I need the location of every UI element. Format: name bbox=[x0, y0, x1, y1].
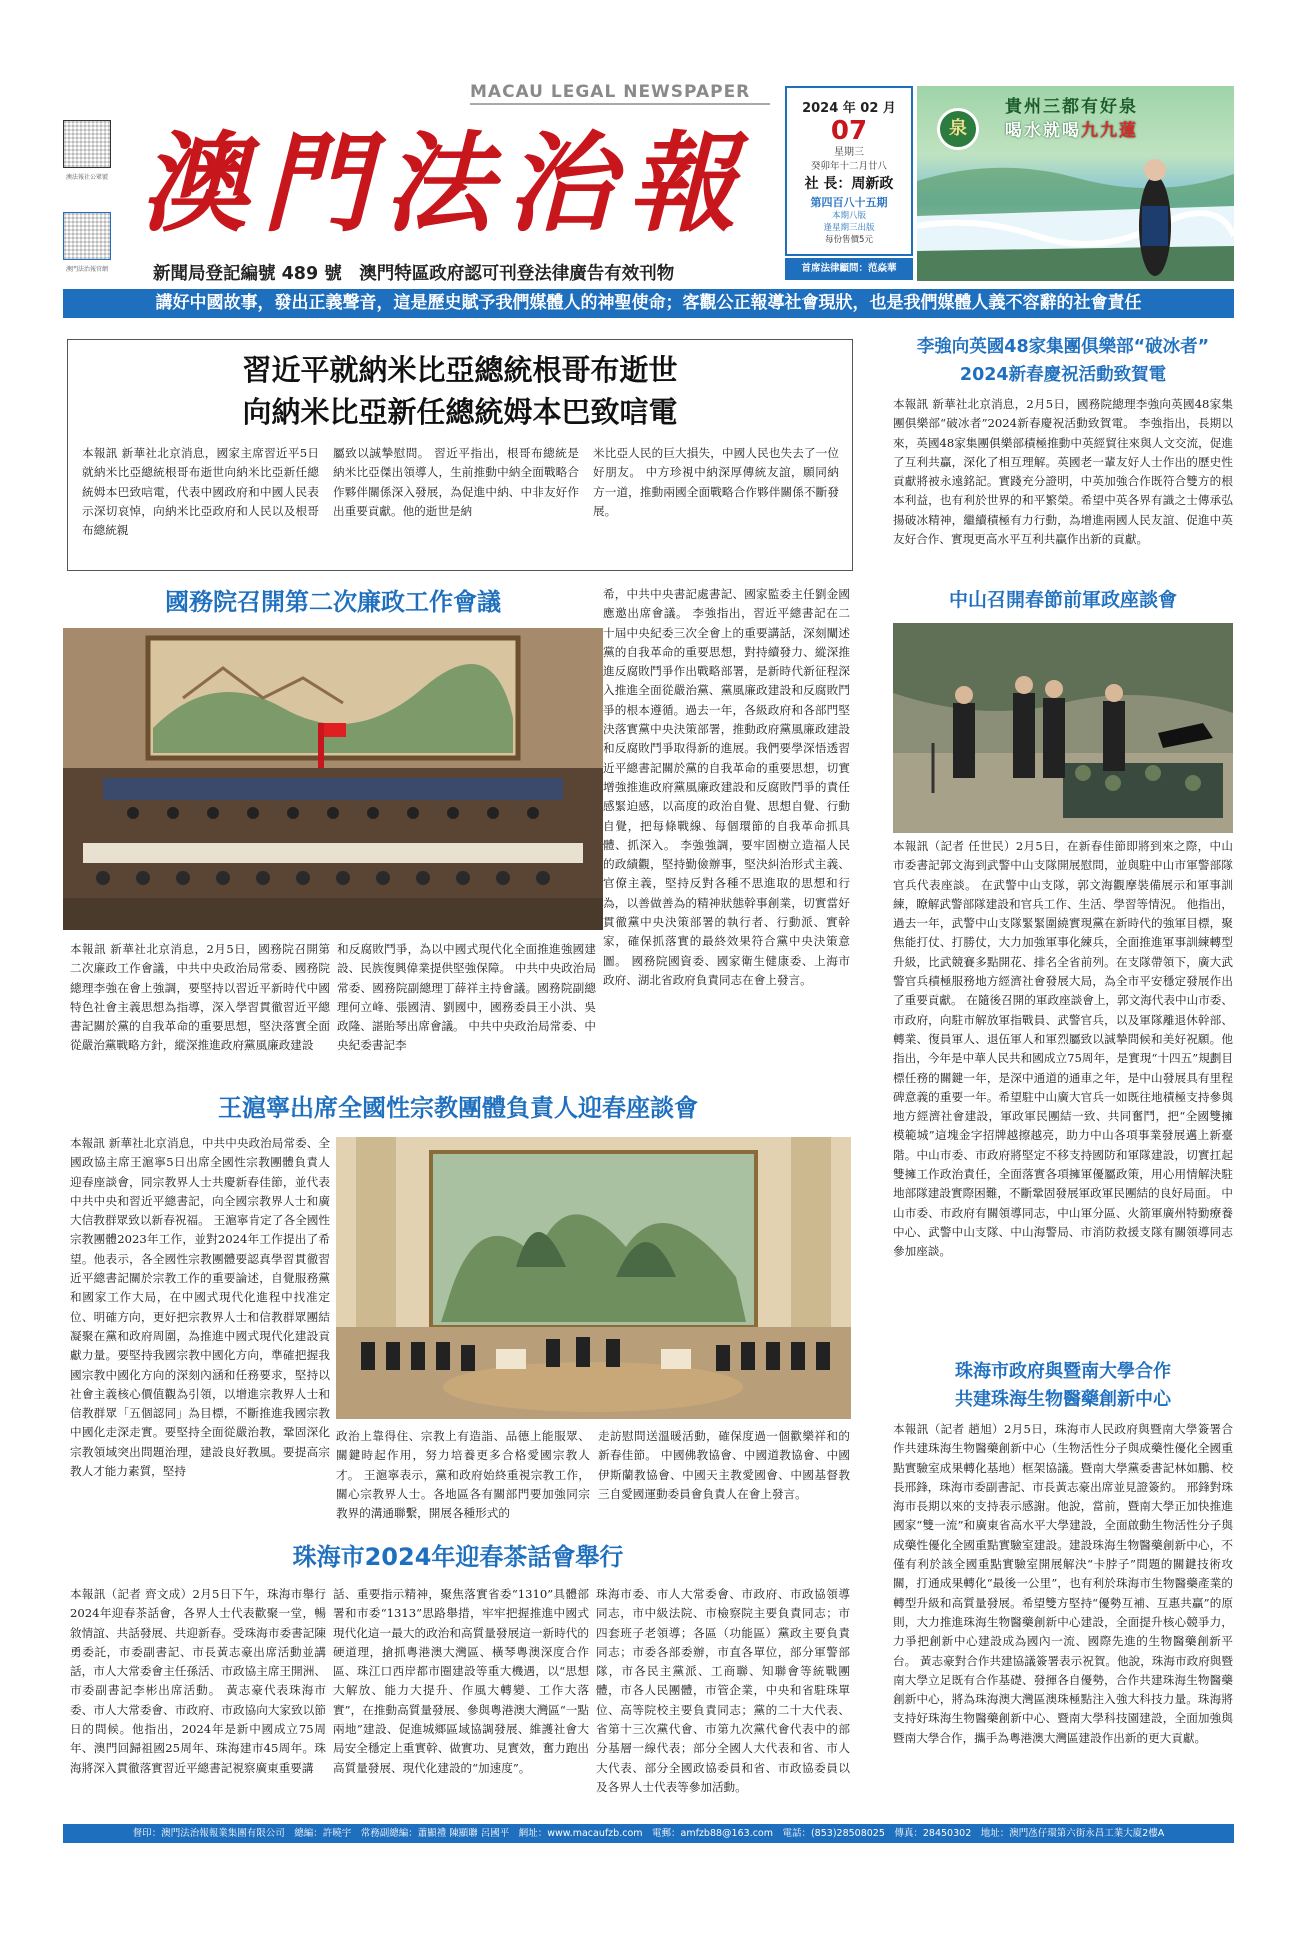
story4-col1: 本報訊（記者 齊文成）2月5日下午，珠海市舉行2024年迎春茶話會，各界人士代表歡聚一堂，暢敘情誼、共話發展、共迎新春。受珠海市委書記陳勇委託，市委副書記、市長黃志豪出席活動並講話，市人大常委會主任孫活、市政協主席王開洲、市委副書記李彬出席活動。 黃志豪代表珠海市委、市人大常委會、市政府、市政協向大家致以節日的問候。他指出，2024年是新中國成立75周年、澳門回歸祖國25周年、珠海建市45周年。珠海將深入貫徹落實習近平總書記視察廣東重要講 bbox=[70, 1587, 326, 1775]
story6-body: 本報訊（記者 任世民）2月5日，在新春佳節即將到來之際，中山市委書記郭文海到武警中山支隊開展慰問，並與駐中山市軍警部隊官兵代表座談。 在武警中山支隊，郭文海觀摩裝備展示和軍事訓練，瞭解武警部隊建設和官兵工作、生活、學習等情況。 他指出，過去一年，武警中山支隊緊緊圍繞實現黨在新時代的強軍目標，聚焦能打仗、打勝仗，大力加強軍事化練兵，全面推進軍事訓練轉型升級，比武競賽多點開花、排名全省前列。在支隊帶領下，廣大武警官兵積極服務地方經濟社會發展大局，為全市平安穩定發展作出了重要貢獻。 在隨後召開的軍政座談會上，郭文海代表中山市委、市政府，向駐市解放軍指戰員、武警官兵，以及軍隊離退休幹部、轉業、復員軍人、退伍軍人和軍烈屬致以誠摯問候和美好祝願。他指出，今年是中華人民共和國成立75周年，是實現“十四五”規劃目標任務的關鍵一年，是深中通道的通車之年，是中山發展具有里程碑意義的重要一年。希望駐中山廣大官兵一如既往地積極支持參與地方經濟社會建設，軍政軍民團結一致、共同奮鬥，把“全國雙擁模範城”這塊金字招牌越擦越亮，助力中山各項事業發展邁上新臺階。中山市委、市政府將堅定不移支持國防和軍隊建設，切實扛起雙擁工作政治責任，全面落實各項擁軍優屬政策，用心用情解決駐地部隊建設實際困難，不斷鞏固發展軍政軍民團結的良好局面。 中山市委、市政府有關領導同志，中山軍分區、火箭軍廣州特勤療養中心、武警中山支隊、中山海警局、市消防救援支隊有關領導同志參加座談。 bbox=[893, 839, 1233, 1259]
ad-line1: 貴州三都有好泉 bbox=[1005, 97, 1138, 117]
top-story-col2: 屬致以誠摯慰問。 習近平指出，根哥布總統是納米比亞傑出領導人，生前推動中納全面戰略合作夥伴關係深入發展，為促進中納、中非友好作出重要貢獻。他的逝世是納 bbox=[333, 446, 579, 518]
date-weekday: 星期三 bbox=[834, 147, 864, 158]
story3-title: 王滬寧出席全國性宗教團體負責人迎春座談會 bbox=[218, 1094, 698, 1122]
story2-col1: 本報訊 新華社北京消息，2月5日，國務院召開第二次廉政工作會議，中共中央政治局常委、國務院總理李強在會上強調，要堅持以習近平新時代中國特色社會主義思想為指導，深入學習貫徹習近平總書記關於黨的自我革命的重要思想，堅決落實全面從嚴治黨戰略方針，縱深推進政府黨風廉政建設 bbox=[70, 942, 330, 1053]
story3-right-col: 走訪慰問送溫暖活動，確保度過一個歡樂祥和的新春佳節。 中國佛教協會、中國道教協會、中國伊斯蘭教協會、中國天主教愛國會、中國基督教三自愛國運動委員會負責人在會上發言。 bbox=[598, 1429, 850, 1501]
date-box bbox=[785, 86, 913, 256]
qr-caption-wechat: 澳法報社公眾號 bbox=[65, 174, 108, 181]
story4-col2: 話、重要指示精神，聚焦落實省委“1310”具體部署和市委“1313”思路舉措，牢牢把握推進中國式現代化這一最大的政治和高質量發展這一新時代的硬道理，搶抓粵港澳大灣區、橫琴粵澳深度合作區、珠江口西岸都市圈建設等重大機遇，以“思想大解放、能力大提升、作風大轉變、工作大落實”，在推動高質量發展、參與粵港澳大灣區“一點兩地”建設、促進城鄉區域協調發展、維護社會大局安全穩定上重實幹、做實功、見實效，奮力跑出高質量發展、現代化建設的“加速度”。 bbox=[333, 1587, 589, 1775]
top-story-title-line1: 習近平就納米比亞總統根哥布逝世 bbox=[242, 353, 678, 387]
english-underline bbox=[470, 103, 770, 105]
story7-title-line1: 珠海市政府與暨南大學合作 bbox=[955, 1361, 1171, 1382]
story4-col3: 珠海市委、市人大常委會、市政府、市政協領導同志，市中級法院、市檢察院主要負責同志；市四套班子老領導；各區（功能區）黨政主要負責同志；市委各部委辦，市直各單位，部分軍警部隊，市各民主黨派、工商聯、知聯會等統戰團體，市各人民團體，市管企業，中央和省駐珠單位、高等院校主要負責同志；黨的二十大代表、省第十三次黨代會、市第九次黨代會代表中的部分基層一線代表；部分全國人大代表和省、市人大代表、部分全國政協委員和省、市政協委員以及各界人士代表等參加活動。 bbox=[596, 1587, 850, 1794]
story5-title-line1: 李強向英國48家集團俱樂部“破冰者” bbox=[916, 337, 1210, 357]
ad-banner[interactable] bbox=[917, 86, 1234, 281]
date-day: 07 bbox=[830, 116, 868, 146]
legal-advisor: 首席法律顧問：范焱華 bbox=[785, 258, 913, 280]
story5-title-line2: 2024新春慶祝活動致賀電 bbox=[959, 365, 1167, 385]
story7-body: 本報訊（記者 趙旭）2月5日，珠海市人民政府與暨南大學簽署合作共建珠海生物醫藥創新中心（生物活性分子與成藥性優化全國重點實驗室成果轉化基地）框架協議。暨南大學黨委書記林如鵬、校長邢鋒，珠海市委副書記、市長黃志豪出席並見證簽約。 邢鋒對珠海市長期以來的支持表示感謝。他說，當前，暨南大學正加快推進國家“雙一流”和廣東省高水平大學建設，全面啟動生物活性分子與成藥性優化全國重點實驗室建設。建設珠海生物醫藥創新中心，不僅有利於該全國重點實驗室開展解決“卡脖子”問題的關鍵技術攻關，打通成果轉化“最後一公里”，也有利於珠海市生物醫藥產業的轉型升級和高質量發展。希望雙方堅持“優勢互補、互惠共贏”的原則，大力推進珠海生物醫藥創新中心建設，全面提升核心競爭力，力爭把創新中心建設成為國內一流、國際先進的生物醫藥創新平台。 黃志豪對合作共建協議簽署表示祝賀。他說，珠海市政府與暨南大學立足既有合作基礎、發揮各自優勢，合作共建珠海生物醫藥創新中心，將為珠海澳大灣區澳珠極點注入強大科技力量。珠海將支持好珠海生物醫藥創新中心、暨南大學科技園建設，全面加強與暨南大學合作，攜手為粵港澳大灣區建設作出新的更大貢獻。 bbox=[893, 1422, 1233, 1745]
ad-line2-a: 喝水就喝 bbox=[1005, 121, 1081, 141]
reception-hall-illustration bbox=[336, 1137, 851, 1419]
qr-caption-website: 澳門法治報官網 bbox=[65, 266, 108, 273]
masthead: 澳門法治報 bbox=[140, 121, 751, 247]
footer-bar: 督印：澳門法治報報業集團有限公司 總編：許曉宇 常務副總編：蕭顯禮 陳顯聯 呂國平 網址：www.macaufzb.com 電郵：amfzb88@163.com 電話：(853)28508025 傳真：28450302 地址：澳門氹仔環第六街永昌工業大廈2樓A bbox=[63, 1824, 1234, 1843]
story7-title-line2: 共建珠海生物醫藥創新中心 bbox=[955, 1389, 1171, 1410]
story3-left-col: 本報訊 新華社北京消息，中共中央政治局常委、全國政協主席王滬寧5日出席全國性宗教團體負責人迎春座談會，同宗教界人士共慶新春佳節，並代表中共中央和習近平總書記，向全國宗教界人士和廣大信教群眾致以新春祝福。 王滬寧肯定了各全國性宗教團體2023年工作，並對2024年工作提出了希望。他表示，各全國性宗教團體要認真學習貫徹習近平總書記關於宗教工作的重要論述，自覺服務黨和國家工作大局，在中國式現代化進程中找准定位、明確方向，更好把宗教界人士和信教群眾團結凝聚在黨和政府周圍，為推進中國式現代化建設貢獻力量。要堅持我國宗教中國化方向，準確把握我國宗教中國化方向的深刻內涵和任務要求，堅持以社會主義核心價值觀為引領，以增進宗教界人士和信教群眾「五個認同」為目標，不斷推進我國宗教中國化走深走實。要堅持全面從嚴治教，鞏固深化宗教領域突出問題治理，建設良好教風。要提高宗教人才能力素質，堅持 bbox=[70, 1136, 330, 1479]
top-story-col3: 米比亞人民的巨大損失，中國人民也失去了一位好朋友。 中方珍視中納深厚傳統友誼，願同納方一道，推動兩國全面戰略合作夥伴關係不斷發展。 bbox=[593, 446, 839, 518]
price: 每份售價5元 bbox=[825, 235, 873, 245]
english-name: MACAU LEGAL NEWSPAPER bbox=[470, 82, 751, 102]
story6-photo-military bbox=[893, 623, 1233, 833]
ad-line2-b: 九九蓮 bbox=[1081, 121, 1138, 141]
story2-right-col: 希，中共中央書記處書記、國家監委主任劉金國應邀出席會議。 李強指出，習近平總書記在二十屆中央紀委三次全會上的重要講話，深刻闡述黨的自我革命的重要思想，對持續發力、縱深推進反腐敗鬥爭作出戰略部署，是新時代新征程深入推進全面從嚴治黨、黨風廉政建設和反腐敗鬥爭的根本遵循。過去一年，各級政府和各部門堅決落實黨中央決策部署，推動政府黨風廉政建設和反腐敗鬥爭取得新的進展。我們要學深悟透習近平總書記關於黨的自我革命的重要思想，切實增強推進政府黨風廉政建設和反腐敗鬥爭的責任感緊迫感，以高度的政治自覺、思想自覺、行動自覺，把每條戰線、每個環節的自我革命抓具體、抓深入。 李強強調，要牢固樹立造福人民的政績觀，堅持勤儉辦事，堅決糾治形式主義、官僚主義，堅持反對各種不思進取的思想和行為，以善做善為的精神狀態幹事創業，切實當好貫徹黨中央決策部署的執行者、行動派、實幹家，確保抓落實的最終效果符合黨中央決策意圖。 國務院國資委、國家衛生健康委、上海市政府、湖北省政府負責同志在會上發言。 bbox=[603, 587, 850, 987]
qr-code-website[interactable] bbox=[63, 212, 111, 260]
story2-col2: 和反腐敗鬥爭，為以中國式現代化全面推進強國建設、民族復興偉業提供堅強保障。 中共中央政治局常委、國務院副總理丁薛祥主持會議。國務院副總理何立峰、張國清、劉國中，國務委員王小洪、吳政隆、諶貽琴出席會議。 中共中央政治局常委、中央紀委書記李 bbox=[337, 942, 596, 1053]
top-story-col1: 本報訊 新華社北京消息，國家主席習近平5日就納米比亞總統根哥布逝世向納米比亞新任總統姆本巴致唁電，代表中國政府和中國人民表示深切哀悼，向納米比亞政府和人民以及根哥布總統親 bbox=[82, 446, 319, 538]
slogan-bar: 講好中國故事，發出正義聲音，這是歷史賦予我們媒體人的神聖使命；客觀公正報導社會現狀，也是我們媒體人義不容辭的社會責任 bbox=[63, 289, 1234, 318]
meeting-hall-illustration bbox=[63, 628, 603, 930]
military-visit-illustration bbox=[893, 623, 1233, 833]
story2-title: 國務院召開第二次廉政工作會議 bbox=[165, 588, 501, 616]
ad-logo: 泉 bbox=[937, 108, 979, 150]
story6-title: 中山召開春節前軍政座談會 bbox=[948, 589, 1177, 611]
story3-mid-col: 政治上靠得住、宗教上有造詣、品德上能服眾、關鍵時起作用，努力培養更多合格愛國宗教人才。 王滬寧表示，黨和政府始終重視宗教工作，關心宗教界人士。各地區各有關部門要加強同宗教界的溝通聯繫，開展各種形式的 bbox=[336, 1429, 590, 1521]
qr-code-wechat[interactable] bbox=[63, 120, 111, 168]
story2-photo-meeting bbox=[63, 628, 603, 930]
top-story-title-line2: 向納米比亞新任總統姆本巴致唁電 bbox=[242, 395, 678, 429]
issue-number: 第四百八十五期 bbox=[810, 196, 888, 209]
registration-info: 新聞局登記編號 489 號 澳門特區政府認可刊登法律廣告有效刊物 bbox=[153, 264, 675, 284]
president: 社 長：周新政 bbox=[804, 176, 894, 192]
publish-schedule: 逢星期三出版 bbox=[823, 223, 875, 233]
date-lunar: 癸卯年十二月廿八 bbox=[810, 161, 887, 172]
pages-info: 本期八版 bbox=[831, 211, 866, 221]
story3-photo-forum bbox=[336, 1137, 851, 1419]
story5-body: 本報訊 新華社北京消息，2月5日，國務院總理李強向英國48家集團俱樂部“破冰者”2024新春慶祝活動致賀電。 李強指出，長期以來，英國48家集團俱樂部積極推動中英經貿往來與人文交流，促進了互利共贏，深化了相互理解。英國老一輩友好人士作出的歷史性貢獻將被永遠銘記。實踐充分證明，中英加強合作既符合雙方的根本利益，也有利於世界的和平繁榮。希望中英各界有識之士傳承弘揚破冰精神，繼續積極有力行動，為增進兩國人民友誼、促進中英友好合作、實現更高水平互利共贏作出新的貢獻。 bbox=[893, 397, 1233, 547]
date-year-month: 2024 年 02 月 bbox=[802, 101, 896, 116]
story4-title: 珠海市2024年迎春茶話會舉行 bbox=[292, 1543, 624, 1571]
